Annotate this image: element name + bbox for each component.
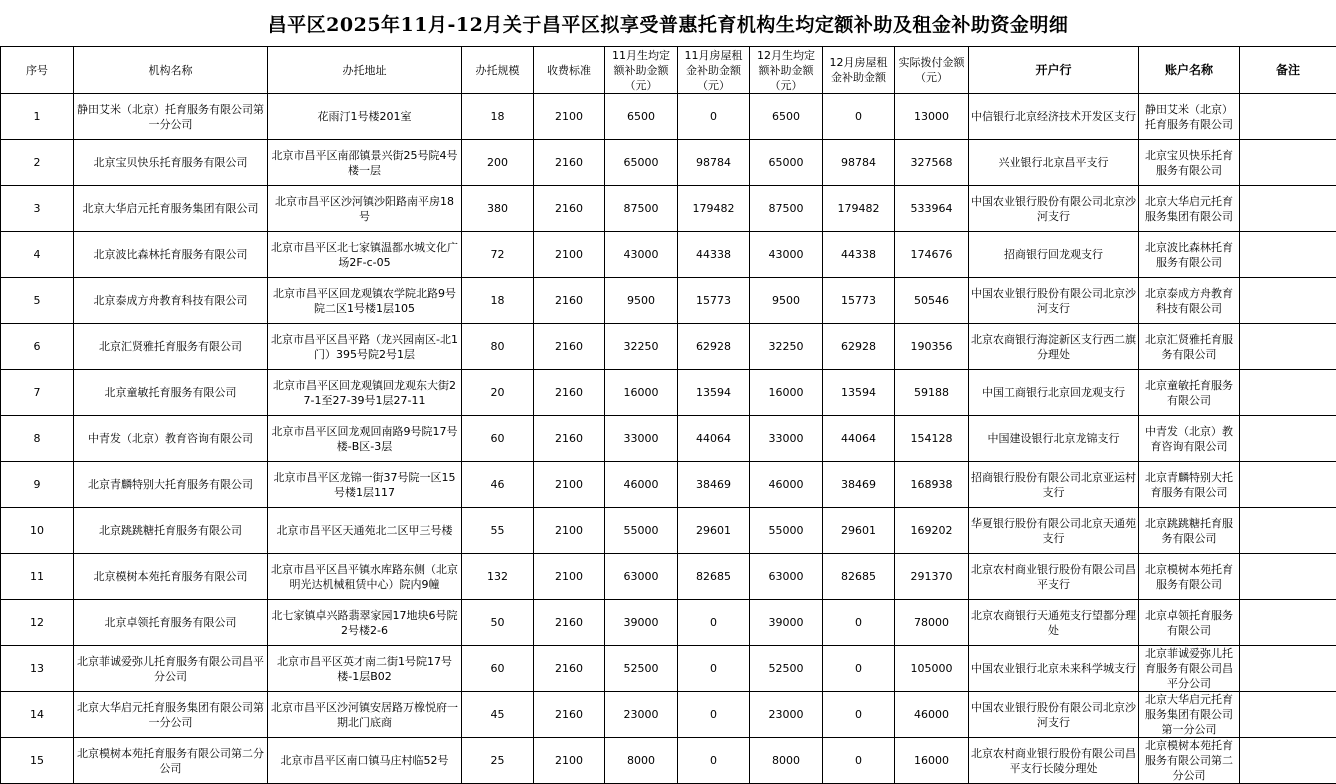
- header-org-name: 机构名称: [74, 47, 268, 94]
- cell-address: 北京市昌平区英才南二街1号院17号楼-1层B02: [268, 646, 462, 692]
- cell-remarks: [1240, 370, 1336, 416]
- cell-capacity: 60: [462, 416, 534, 462]
- table-row: [1, 370, 1336, 416]
- cell-capacity: 60: [462, 646, 534, 692]
- cell-dec-per-capita: 9500: [750, 278, 823, 324]
- cell-actual-paid: 13000: [895, 94, 969, 140]
- cell-dec-per-capita: 55000: [750, 508, 823, 554]
- header-account-name: 账户名称: [1139, 47, 1240, 94]
- cell-address: 北京市昌平区天通苑北二区甲三号楼: [268, 508, 462, 554]
- cell-dec-rent: 15773: [823, 278, 895, 324]
- cell-capacity: 72: [462, 232, 534, 278]
- cell-nov-per-capita: 8000: [605, 738, 678, 784]
- cell-nov-rent: 38469: [678, 462, 750, 508]
- table-row: [1, 600, 1336, 646]
- cell-bank: 华夏银行股份有限公司北京天通苑支行: [969, 508, 1139, 554]
- cell-dec-rent: 0: [823, 600, 895, 646]
- cell-actual-paid: 291370: [895, 554, 969, 600]
- cell-address: 北京市昌平区回龙观镇回龙观东大街27-1至27-39号1层27-11: [268, 370, 462, 416]
- cell-capacity: 18: [462, 94, 534, 140]
- cell-account-name: 北京波比森林托育服务有限公司: [1139, 232, 1240, 278]
- cell-account-name: 北京模树本苑托育服务有限公司: [1139, 554, 1240, 600]
- table-row: [1, 508, 1336, 554]
- cell-remarks: [1240, 416, 1336, 462]
- cell-fee: 2100: [534, 738, 605, 784]
- cell-account-name: 北京模树本苑托育服务有限公司第二分公司: [1139, 738, 1240, 784]
- cell-actual-paid: 105000: [895, 646, 969, 692]
- cell-dec-rent: 44064: [823, 416, 895, 462]
- cell-dec-per-capita: 8000: [750, 738, 823, 784]
- cell-fee: 2160: [534, 370, 605, 416]
- table-header: [1, 47, 1336, 94]
- cell-org-name: 北京模树本苑托育服务有限公司第二分公司: [74, 738, 268, 784]
- header-dec-per-capita: 12月生均定额补助金额（元）: [750, 47, 823, 94]
- cell-nov-per-capita: 65000: [605, 140, 678, 186]
- cell-remarks: [1240, 232, 1336, 278]
- cell-actual-paid: 533964: [895, 186, 969, 232]
- cell-seq: 3: [1, 186, 74, 232]
- cell-bank: 北京农商银行天通苑支行望都分理处: [969, 600, 1139, 646]
- table-row: [1, 646, 1336, 692]
- cell-dec-rent: 62928: [823, 324, 895, 370]
- cell-bank: 中国农业银行北京未来科学城支行: [969, 646, 1139, 692]
- header-fee: 收费标准: [534, 47, 605, 94]
- cell-address: 北京市昌平区沙河镇沙阳路南平房18号: [268, 186, 462, 232]
- cell-remarks: [1240, 600, 1336, 646]
- cell-dec-per-capita: 32250: [750, 324, 823, 370]
- cell-nov-rent: 82685: [678, 554, 750, 600]
- cell-actual-paid: 50546: [895, 278, 969, 324]
- cell-address: 北京市昌平区昌平路（龙兴园南区-北1门）395号院2号1层: [268, 324, 462, 370]
- cell-nov-per-capita: 33000: [605, 416, 678, 462]
- cell-bank: 招商银行股份有限公司北京亚运村支行: [969, 462, 1139, 508]
- cell-seq: 13: [1, 646, 74, 692]
- cell-address: 北京市昌平区回龙观镇农学院北路9号院二区1号楼1层105: [268, 278, 462, 324]
- cell-account-name: 中青发（北京）教育咨询有限公司: [1139, 416, 1240, 462]
- cell-account-name: 北京菲诚爱弥儿托育服务有限公司昌平分公司: [1139, 646, 1240, 692]
- cell-seq: 12: [1, 600, 74, 646]
- cell-nov-per-capita: 52500: [605, 646, 678, 692]
- cell-dec-per-capita: 39000: [750, 600, 823, 646]
- cell-seq: 15: [1, 738, 74, 784]
- cell-org-name: 北京菲诚爱弥儿托育服务有限公司昌平分公司: [74, 646, 268, 692]
- cell-capacity: 46: [462, 462, 534, 508]
- cell-remarks: [1240, 140, 1336, 186]
- cell-nov-rent: 98784: [678, 140, 750, 186]
- cell-actual-paid: 169202: [895, 508, 969, 554]
- cell-fee: 2160: [534, 646, 605, 692]
- table-row: [1, 186, 1336, 232]
- cell-org-name: 北京大华启元托育服务集团有限公司第一分公司: [74, 692, 268, 738]
- header-remarks: 备注: [1240, 47, 1336, 94]
- cell-dec-per-capita: 52500: [750, 646, 823, 692]
- cell-fee: 2160: [534, 692, 605, 738]
- cell-capacity: 18: [462, 278, 534, 324]
- cell-account-name: 北京泰成方舟教育科技有限公司: [1139, 278, 1240, 324]
- header-seq: 序号: [1, 47, 74, 94]
- cell-org-name: 北京卓领托育服务有限公司: [74, 600, 268, 646]
- table-body: [1, 94, 1336, 784]
- cell-org-name: 中青发（北京）教育咨询有限公司: [74, 416, 268, 462]
- cell-bank: 北京农村商业银行股份有限公司昌平支行: [969, 554, 1139, 600]
- header-nov-per-capita: 11月生均定额补助金额（元）: [605, 47, 678, 94]
- cell-remarks: [1240, 646, 1336, 692]
- cell-dec-per-capita: 63000: [750, 554, 823, 600]
- cell-nov-per-capita: 55000: [605, 508, 678, 554]
- cell-address: 北京市昌平区昌平镇水库路东侧（北京明光达机械租赁中心）院内9幢: [268, 554, 462, 600]
- cell-actual-paid: 16000: [895, 738, 969, 784]
- cell-org-name: 北京跳跳糖托育服务有限公司: [74, 508, 268, 554]
- cell-nov-rent: 44064: [678, 416, 750, 462]
- cell-fee: 2160: [534, 278, 605, 324]
- cell-seq: 10: [1, 508, 74, 554]
- cell-nov-rent: 0: [678, 738, 750, 784]
- cell-nov-per-capita: 63000: [605, 554, 678, 600]
- cell-seq: 6: [1, 324, 74, 370]
- cell-capacity: 80: [462, 324, 534, 370]
- cell-nov-per-capita: 43000: [605, 232, 678, 278]
- cell-remarks: [1240, 508, 1336, 554]
- cell-nov-rent: 0: [678, 692, 750, 738]
- cell-dec-rent: 0: [823, 692, 895, 738]
- cell-dec-per-capita: 16000: [750, 370, 823, 416]
- cell-seq: 8: [1, 416, 74, 462]
- cell-nov-per-capita: 46000: [605, 462, 678, 508]
- cell-account-name: 北京大华启元托育服务集团有限公司第一分公司: [1139, 692, 1240, 738]
- cell-dec-per-capita: 65000: [750, 140, 823, 186]
- cell-remarks: [1240, 738, 1336, 784]
- cell-dec-rent: 0: [823, 94, 895, 140]
- cell-dec-rent: 44338: [823, 232, 895, 278]
- table-row: [1, 232, 1336, 278]
- cell-dec-rent: 179482: [823, 186, 895, 232]
- cell-seq: 9: [1, 462, 74, 508]
- cell-fee: 2160: [534, 324, 605, 370]
- cell-capacity: 25: [462, 738, 534, 784]
- cell-capacity: 380: [462, 186, 534, 232]
- cell-bank: 中国建设银行北京龙锦支行: [969, 416, 1139, 462]
- cell-actual-paid: 327568: [895, 140, 969, 186]
- cell-seq: 5: [1, 278, 74, 324]
- cell-seq: 2: [1, 140, 74, 186]
- cell-capacity: 45: [462, 692, 534, 738]
- cell-org-name: 北京青麟特别大托育服务有限公司: [74, 462, 268, 508]
- cell-account-name: 北京宝贝快乐托育服务有限公司: [1139, 140, 1240, 186]
- cell-bank: 北京农商银行海淀新区支行西二旗分理处: [969, 324, 1139, 370]
- cell-fee: 2160: [534, 600, 605, 646]
- cell-remarks: [1240, 94, 1336, 140]
- cell-bank: 招商银行回龙观支行: [969, 232, 1139, 278]
- cell-fee: 2160: [534, 186, 605, 232]
- table-row: [1, 324, 1336, 370]
- cell-org-name: 北京模树本苑托育服务有限公司: [74, 554, 268, 600]
- cell-bank: 中国农业银行股份有限公司北京沙河支行: [969, 692, 1139, 738]
- cell-actual-paid: 59188: [895, 370, 969, 416]
- cell-nov-rent: 15773: [678, 278, 750, 324]
- cell-fee: 2160: [534, 416, 605, 462]
- cell-dec-rent: 82685: [823, 554, 895, 600]
- cell-nov-per-capita: 39000: [605, 600, 678, 646]
- table-row: [1, 94, 1336, 140]
- cell-dec-rent: 0: [823, 646, 895, 692]
- cell-bank: 中国工商银行北京回龙观支行: [969, 370, 1139, 416]
- cell-seq: 4: [1, 232, 74, 278]
- cell-nov-rent: 13594: [678, 370, 750, 416]
- cell-address: 北京市昌平区北七家镇温都水城文化广场2F-c-05: [268, 232, 462, 278]
- cell-dec-per-capita: 87500: [750, 186, 823, 232]
- cell-actual-paid: 46000: [895, 692, 969, 738]
- header-capacity: 办托规模: [462, 47, 534, 94]
- cell-actual-paid: 154128: [895, 416, 969, 462]
- cell-bank: 中国农业银行股份有限公司北京沙河支行: [969, 278, 1139, 324]
- cell-nov-rent: 62928: [678, 324, 750, 370]
- cell-account-name: 北京大华启元托育服务集团有限公司: [1139, 186, 1240, 232]
- cell-org-name: 静田艾米（北京）托育服务有限公司第一分公司: [74, 94, 268, 140]
- cell-remarks: [1240, 692, 1336, 738]
- cell-address: 北京市昌平区龙锦一街37号院一区15号楼1层117: [268, 462, 462, 508]
- header-bank: 开户行: [969, 47, 1139, 94]
- cell-actual-paid: 78000: [895, 600, 969, 646]
- cell-dec-per-capita: 23000: [750, 692, 823, 738]
- cell-account-name: 北京卓领托育服务有限公司: [1139, 600, 1240, 646]
- cell-dec-rent: 0: [823, 738, 895, 784]
- header-nov-rent: 11月房屋租金补助金额（元）: [678, 47, 750, 94]
- table-row: [1, 692, 1336, 738]
- cell-nov-rent: 0: [678, 600, 750, 646]
- cell-account-name: 北京青麟特别大托育服务有限公司: [1139, 462, 1240, 508]
- cell-org-name: 北京泰成方舟教育科技有限公司: [74, 278, 268, 324]
- header-address: 办托地址: [268, 47, 462, 94]
- cell-actual-paid: 190356: [895, 324, 969, 370]
- cell-fee: 2100: [534, 232, 605, 278]
- cell-org-name: 北京童敏托育服务有限公司: [74, 370, 268, 416]
- cell-remarks: [1240, 278, 1336, 324]
- cell-dec-per-capita: 6500: [750, 94, 823, 140]
- cell-org-name: 北京大华启元托育服务集团有限公司: [74, 186, 268, 232]
- cell-account-name: 北京汇贤雅托育服务有限公司: [1139, 324, 1240, 370]
- cell-nov-per-capita: 16000: [605, 370, 678, 416]
- cell-nov-per-capita: 32250: [605, 324, 678, 370]
- cell-nov-rent: 0: [678, 94, 750, 140]
- table-row: [1, 416, 1336, 462]
- cell-bank: 中国农业银行股份有限公司北京沙河支行: [969, 186, 1139, 232]
- cell-bank: 兴业银行北京昌平支行: [969, 140, 1139, 186]
- cell-fee: 2100: [534, 462, 605, 508]
- cell-org-name: 北京宝贝快乐托育服务有限公司: [74, 140, 268, 186]
- cell-address: 花雨汀1号楼201室: [268, 94, 462, 140]
- cell-address: 北七家镇卓兴路翡翠家园17地块6号院2号楼2-6: [268, 600, 462, 646]
- cell-seq: 1: [1, 94, 74, 140]
- header-row: [1, 47, 1336, 94]
- cell-capacity: 200: [462, 140, 534, 186]
- cell-capacity: 50: [462, 600, 534, 646]
- cell-nov-rent: 179482: [678, 186, 750, 232]
- cell-nov-per-capita: 87500: [605, 186, 678, 232]
- cell-address: 北京市昌平区沙河镇安居路万橡悦府一期北门底商: [268, 692, 462, 738]
- cell-org-name: 北京波比森林托育服务有限公司: [74, 232, 268, 278]
- cell-actual-paid: 168938: [895, 462, 969, 508]
- cell-dec-per-capita: 43000: [750, 232, 823, 278]
- cell-seq: 14: [1, 692, 74, 738]
- cell-dec-per-capita: 46000: [750, 462, 823, 508]
- cell-dec-rent: 13594: [823, 370, 895, 416]
- cell-fee: 2100: [534, 554, 605, 600]
- cell-capacity: 132: [462, 554, 534, 600]
- cell-dec-rent: 98784: [823, 140, 895, 186]
- cell-address: 北京市昌平区南口镇马庄村临52号: [268, 738, 462, 784]
- table-row: [1, 140, 1336, 186]
- cell-nov-per-capita: 23000: [605, 692, 678, 738]
- cell-nov-per-capita: 6500: [605, 94, 678, 140]
- subsidy-table: [0, 46, 1336, 784]
- cell-dec-rent: 29601: [823, 508, 895, 554]
- cell-nov-rent: 29601: [678, 508, 750, 554]
- cell-fee: 2100: [534, 508, 605, 554]
- cell-actual-paid: 174676: [895, 232, 969, 278]
- cell-remarks: [1240, 186, 1336, 232]
- cell-fee: 2160: [534, 140, 605, 186]
- cell-dec-per-capita: 33000: [750, 416, 823, 462]
- table-row: [1, 554, 1336, 600]
- table-row: [1, 738, 1336, 784]
- cell-remarks: [1240, 554, 1336, 600]
- cell-remarks: [1240, 324, 1336, 370]
- cell-capacity: 20: [462, 370, 534, 416]
- cell-seq: 11: [1, 554, 74, 600]
- cell-address: 北京市昌平区回龙观回南路9号院17号楼-B区-3层: [268, 416, 462, 462]
- table-row: [1, 462, 1336, 508]
- cell-nov-rent: 0: [678, 646, 750, 692]
- cell-account-name: 北京童敏托育服务有限公司: [1139, 370, 1240, 416]
- cell-nov-per-capita: 9500: [605, 278, 678, 324]
- cell-capacity: 55: [462, 508, 534, 554]
- cell-account-name: 北京跳跳糖托育服务有限公司: [1139, 508, 1240, 554]
- cell-address: 北京市昌平区南邵镇景兴街25号院4号楼一层: [268, 140, 462, 186]
- header-actual-paid: 实际拨付金额（元）: [895, 47, 969, 94]
- cell-fee: 2100: [534, 94, 605, 140]
- cell-dec-rent: 38469: [823, 462, 895, 508]
- table-row: [1, 278, 1336, 324]
- cell-account-name: 静田艾米（北京）托育服务有限公司: [1139, 94, 1240, 140]
- cell-org-name: 北京汇贤雅托育服务有限公司: [74, 324, 268, 370]
- sheet-title: 昌平区2025年11月-12月关于昌平区拟享受普惠托育机构生均定额补助及租金补助资金明细: [0, 0, 1336, 46]
- cell-bank: 中信银行北京经济技术开发区支行: [969, 94, 1139, 140]
- header-dec-rent: 12月房屋租金补助金额: [823, 47, 895, 94]
- cell-nov-rent: 44338: [678, 232, 750, 278]
- cell-seq: 7: [1, 370, 74, 416]
- cell-bank: 北京农村商业银行股份有限公司昌平支行长陵分理处: [969, 738, 1139, 784]
- cell-remarks: [1240, 462, 1336, 508]
